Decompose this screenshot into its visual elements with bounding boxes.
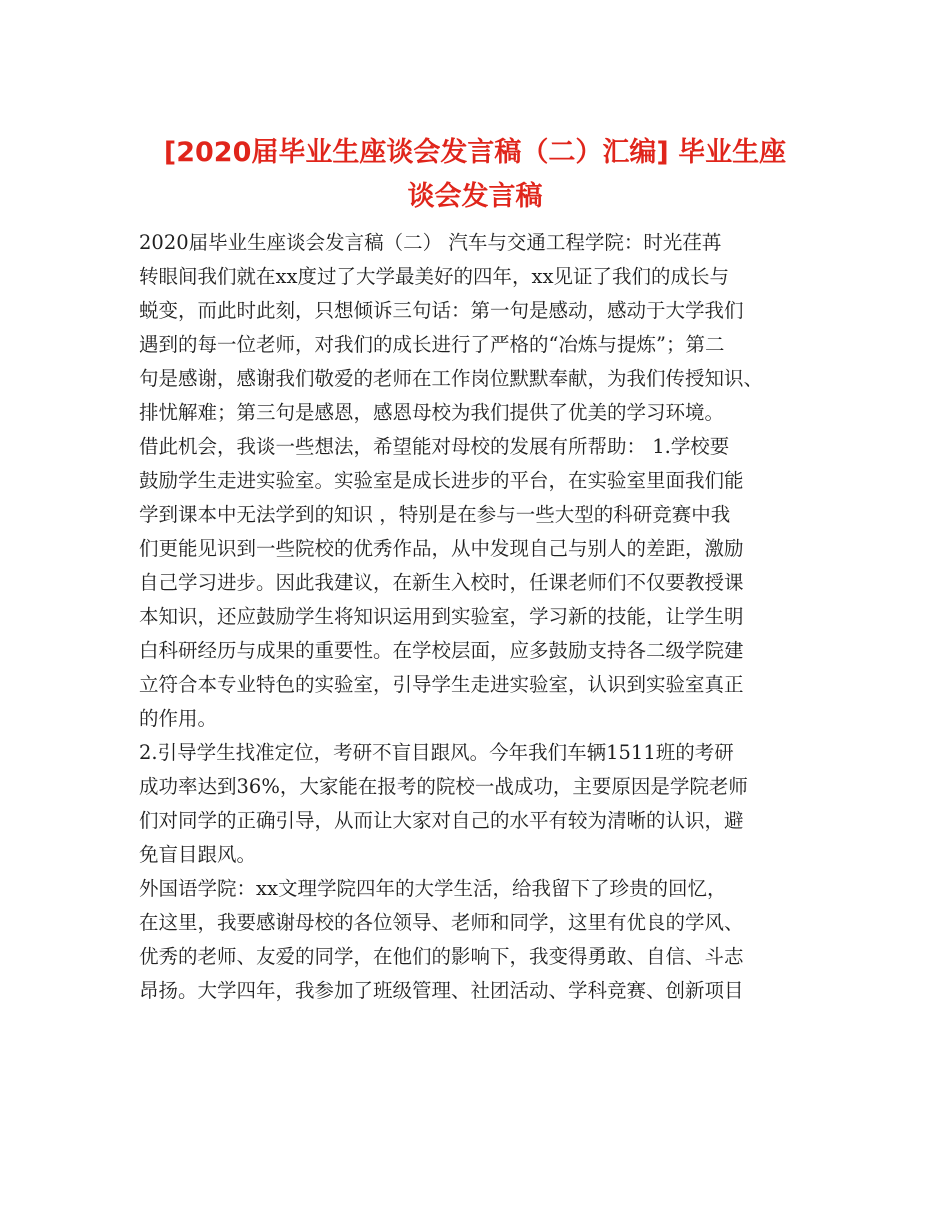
body-line: 免盲目跟风。: [139, 843, 257, 866]
body-line: 自己学习进步。因此我建议，在新生入校时，任课老师们不仅要教授课: [139, 571, 744, 594]
body-line: 借此机会，我谈一些想法，希望能对母校的发展有所帮助： 1.学校要: [139, 435, 730, 458]
body-line: 立符合本专业特色的实验室，引导学生走进实验室，认识到实验室真正: [139, 673, 744, 696]
document-title-line-1: [2020届毕业生座谈会发言稿（二）汇编] 毕业生座: [163, 137, 787, 168]
body-line: 的作用。: [139, 707, 218, 730]
body-line: 们更能见识到一些院校的优秀作品，从中发现自己与别人的差距，激励: [139, 537, 744, 560]
body-line: 鼓励学生走进实验室。实验室是成长进步的平台，在实验室里面我们能: [139, 469, 744, 492]
body-line: 在这里，我要感谢母校的各位领导、老师和同学，这里有优良的学风、: [139, 911, 744, 934]
body-line: 遇到的每一位老师，对我们的成长进行了严格的“冶炼与提炼”；第二: [139, 333, 725, 356]
body-line: 2020届毕业生座谈会发言稿（二） 汽车与交通工程学院：时光荏苒: [139, 231, 722, 254]
body-line: 成功率达到36%，大家能在报考的院校一战成功，主要原因是学院老师: [139, 775, 748, 798]
body-line: 们对同学的正确引导，从而让大家对自己的水平有较为清晰的认识，避: [139, 809, 744, 832]
body-line: 本知识，还应鼓励学生将知识运用到实验室，学习新的技能，让学生明: [139, 605, 744, 628]
document-title-line-2: 谈会发言稿: [407, 181, 543, 212]
body-line: 转眼间我们就在xx度过了大学最美好的四年，xx见证了我们的成长与: [139, 265, 729, 288]
body-line: 白科研经历与成果的重要性。在学校层面，应多鼓励支持各二级学院建: [139, 639, 744, 662]
body-line: 排忧解难；第三句是感恩，感恩母校为我们提供了优美的学习环境。: [139, 401, 725, 424]
body-line: 昂扬。大学四年，我参加了班级管理、社团活动、学科竞赛、创新项目: [139, 979, 744, 1002]
body-line: 学到课本中无法学到的知识 ，特别是在参与一些大型的科研竞赛中我: [139, 503, 731, 526]
body-line: 2.引导学生找准定位，考研不盲目跟风。今年我们车辆1511班的考研: [139, 741, 734, 764]
body-line: 蜕变，而此时此刻，只想倾诉三句话：第一句是感动，感动于大学我们: [139, 299, 744, 322]
body-line: 优秀的老师、友爱的同学，在他们的影响下，我变得勇敢、自信、斗志: [139, 945, 744, 968]
body-line: 句是感谢，感谢我们敬爱的老师在工作岗位默默奉献，为我们传授知识、: [139, 367, 764, 390]
body-line: 外国语学院：xx文理学院四年的大学生活，给我留下了珍贵的回忆，: [139, 877, 727, 900]
